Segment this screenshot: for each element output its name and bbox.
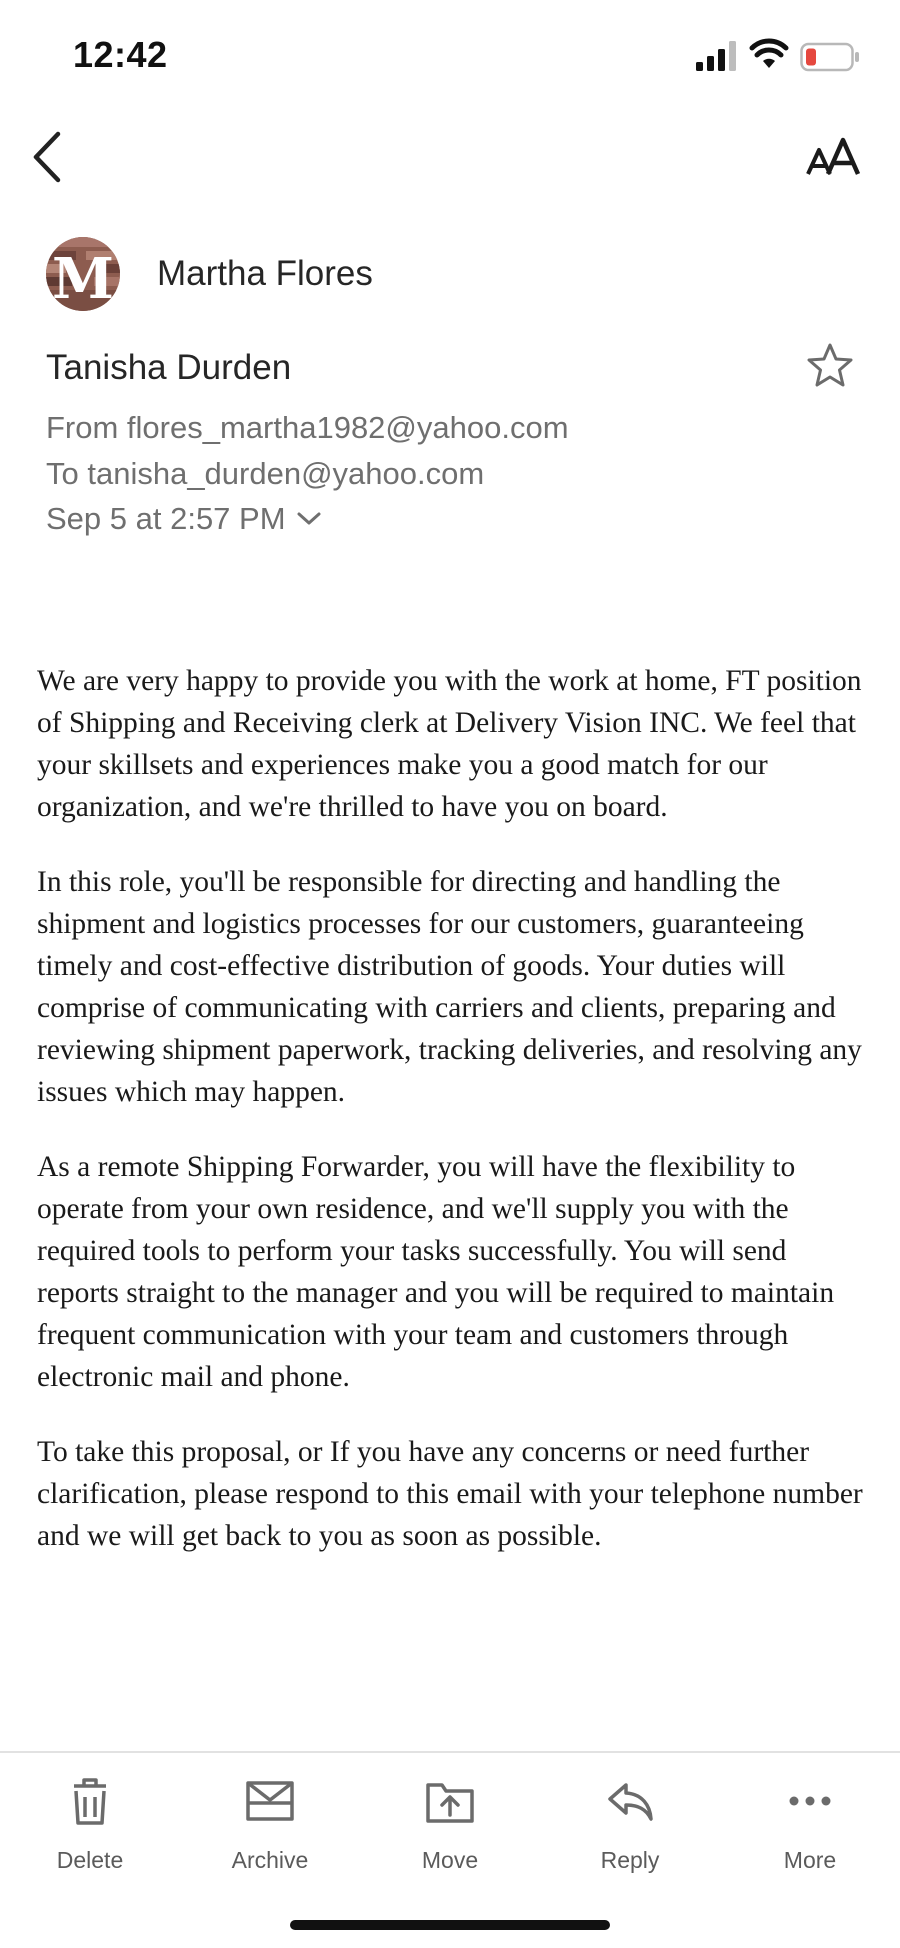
move-label: Move	[421, 1847, 479, 1873]
body-paragraph: We are very happy to provide you with the work at home, FT position of Shipping and Receiving clerk at Delivery Vision INC. We feel that your skillsets and experiences make you a good match for our organization, and we're thrilled to have you on board.	[37, 665, 862, 823]
archive-button[interactable]	[200, 1775, 340, 1885]
body-paragraph: As a remote Shipping Forwarder, you will have the flexibility to operate from your own residence, and we'll supply you with the required tools to perform your tasks successfully. You will send reports straight to the manager and you will be required to maintain frequent communication with your team and customers through electronic mail and phone.	[37, 1151, 835, 1393]
move-folder-icon	[424, 1775, 476, 1827]
more-button[interactable]	[740, 1775, 880, 1885]
star-icon[interactable]	[806, 342, 854, 388]
sender-avatar[interactable]	[46, 237, 120, 311]
avatar-letter: M	[52, 246, 114, 311]
email-subject: Tanisha Durden	[46, 348, 292, 387]
sender-name[interactable]: Martha Flores	[157, 254, 373, 293]
email-date-text: Sep 5 at 2:57 PM	[46, 501, 286, 536]
status-time: 12:42	[73, 34, 168, 75]
reply-button[interactable]	[560, 1775, 700, 1885]
body-paragraph: To take this proposal, or If you have any concerns or need further clarification, please respond to this email with your telephone number and we will get back to you as soon as possible.	[37, 1436, 863, 1552]
cellular-signal-icon	[696, 40, 738, 72]
chevron-down-icon	[296, 510, 322, 528]
more-label: More	[783, 1847, 837, 1873]
status-bar	[0, 0, 900, 110]
trash-icon	[64, 1775, 116, 1827]
reply-icon	[604, 1775, 656, 1827]
from-address: From flores_martha1982@yahoo.com	[46, 410, 569, 445]
more-dots-icon	[784, 1775, 836, 1827]
battery-low-icon	[800, 42, 860, 72]
archive-label: Archive	[231, 1847, 309, 1873]
action-toolbar	[0, 1751, 900, 1948]
delete-label: Delete	[56, 1847, 124, 1873]
text-size-icon[interactable]	[806, 134, 862, 182]
back-chevron-icon[interactable]	[28, 128, 68, 186]
to-address: To tanisha_durden@yahoo.com	[46, 456, 485, 491]
home-indicator[interactable]	[290, 1920, 610, 1930]
delete-button[interactable]	[20, 1775, 160, 1885]
move-button[interactable]	[380, 1775, 520, 1885]
email-body	[37, 660, 867, 1590]
wifi-icon	[749, 38, 789, 72]
reply-label: Reply	[600, 1847, 660, 1873]
archive-icon	[244, 1775, 296, 1827]
email-date[interactable]	[46, 501, 322, 537]
body-paragraph: In this role, you'll be responsible for directing and handling the shipment and logistics processes for our customers, guaranteeing timely and cost-effective distribution of goods. Your duties will comprise of communicating with carriers and clients, preparing and reviewing shipment paperwork, tracking deliveries, and resolving any issues which may happen.	[37, 866, 862, 1108]
